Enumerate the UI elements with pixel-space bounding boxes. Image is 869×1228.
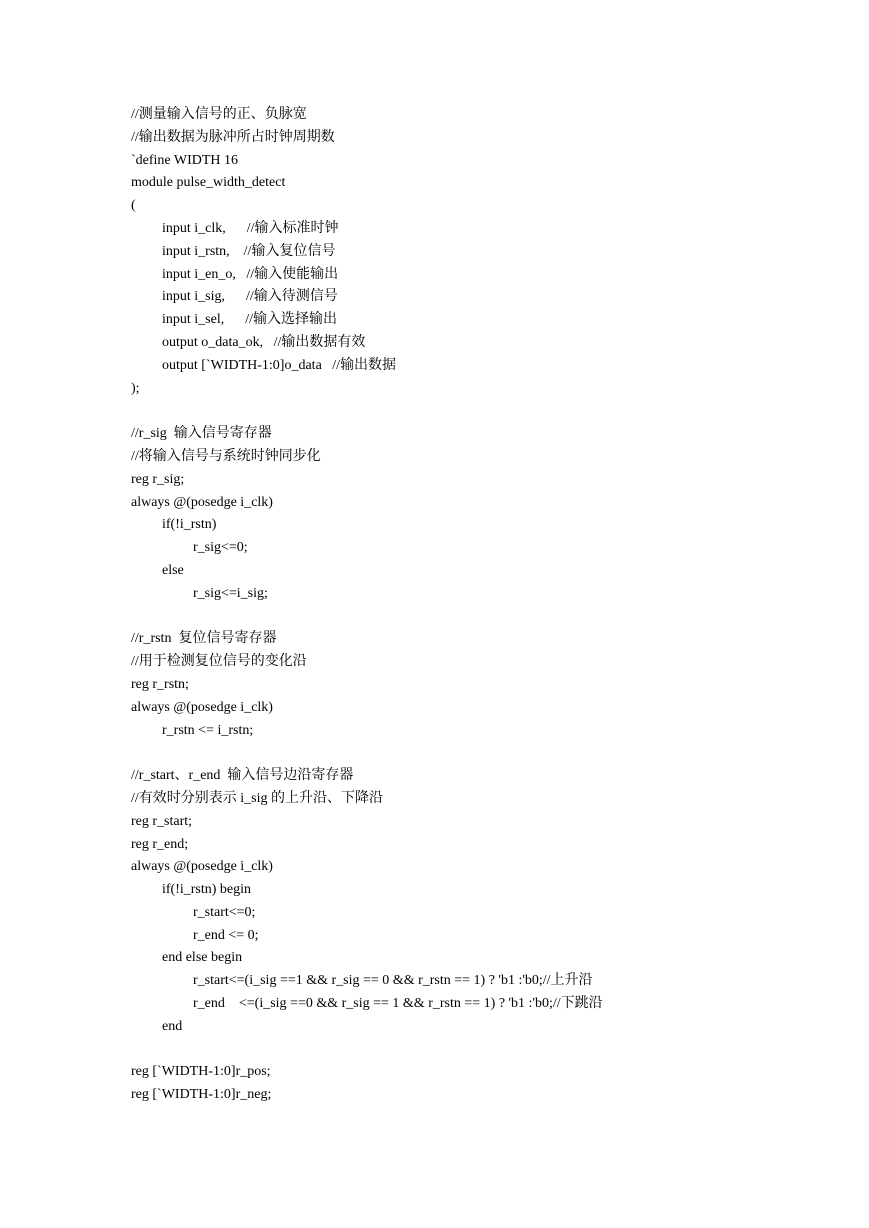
- code-line-40: r_end <=(i_sig ==0 && r_sig == 1 && r_rstn == 1) ? 'b1 :'b0;//下跳沿: [193, 996, 603, 1012]
- code-line-9: input i_sig, //输入待测信号: [162, 289, 338, 305]
- code-line-28: r_rstn <= i_rstn;: [162, 722, 254, 738]
- blank-line: [131, 1039, 791, 1062]
- code-line-6: input i_clk, //输入标准时钟: [162, 220, 339, 236]
- code-line-1: //测量输入信号的正、负脉宽: [131, 107, 307, 122]
- blank-line: [131, 742, 791, 765]
- code-line-26: reg r_rstn;: [131, 676, 189, 692]
- code-line-43: reg [`WIDTH-1:0]r_pos;: [131, 1064, 271, 1080]
- code-line-21: else: [162, 562, 184, 578]
- code-line-41: end: [162, 1018, 183, 1034]
- code-line-7: input i_rstn, //输入复位信号: [162, 243, 336, 259]
- code-line-24: //r_rstn 复位信号寄存器: [131, 631, 277, 647]
- code-line-13: );: [131, 380, 140, 396]
- code-line-30: //r_start、r_end 输入信号边沿寄存器: [131, 768, 354, 784]
- code-line-20: r_sig<=0;: [193, 540, 248, 556]
- code-line-38: end else begin: [162, 950, 243, 966]
- code-line-32: reg r_start;: [131, 813, 193, 829]
- code-line-4: module pulse_width_detect: [131, 175, 286, 191]
- verilog-code-block: [131, 104, 791, 1107]
- code-line-5: (: [131, 198, 136, 214]
- code-line-12: output [`WIDTH-1:0]o_data //输出数据: [162, 357, 397, 373]
- code-line-44: reg [`WIDTH-1:0]r_neg;: [131, 1087, 272, 1103]
- code-line-2: //输出数据为脉冲所占时钟周期数: [131, 129, 335, 145]
- code-line-10: input i_sel, //输入选择输出: [162, 312, 337, 328]
- code-line-3: `define WIDTH 16: [131, 152, 239, 168]
- code-line-22: r_sig<=i_sig;: [193, 585, 268, 601]
- code-line-37: r_end <= 0;: [193, 927, 259, 943]
- code-line-25: //用于检测复位信号的变化沿: [131, 654, 307, 670]
- code-line-36: r_start<=0;: [193, 904, 256, 920]
- code-line-11: output o_data_ok, //输出数据有效: [162, 334, 366, 350]
- code-line-18: always @(posedge i_clk): [131, 494, 273, 510]
- code-line-27: always @(posedge i_clk): [131, 699, 273, 715]
- code-line-19: if(!i_rstn): [162, 517, 217, 533]
- blank-line: [131, 606, 791, 629]
- code-line-34: always @(posedge i_clk): [131, 859, 273, 875]
- blank-line: [131, 400, 791, 423]
- code-line-35: if(!i_rstn) begin: [162, 882, 252, 898]
- code-line-8: input i_en_o, //输入使能输出: [162, 266, 339, 282]
- code-line-17: reg r_sig;: [131, 471, 185, 487]
- code-line-15: //r_sig 输入信号寄存器: [131, 426, 272, 442]
- code-line-31: //有效时分别表示 i_sig 的上升沿、下降沿: [131, 790, 384, 806]
- code-line-16: //将输入信号与系统时钟同步化: [131, 448, 321, 464]
- code-line-39: r_start<=(i_sig ==1 && r_sig == 0 && r_rstn == 1) ? 'b1 :'b0;//上升沿: [193, 973, 593, 989]
- code-line-33: reg r_end;: [131, 836, 189, 852]
